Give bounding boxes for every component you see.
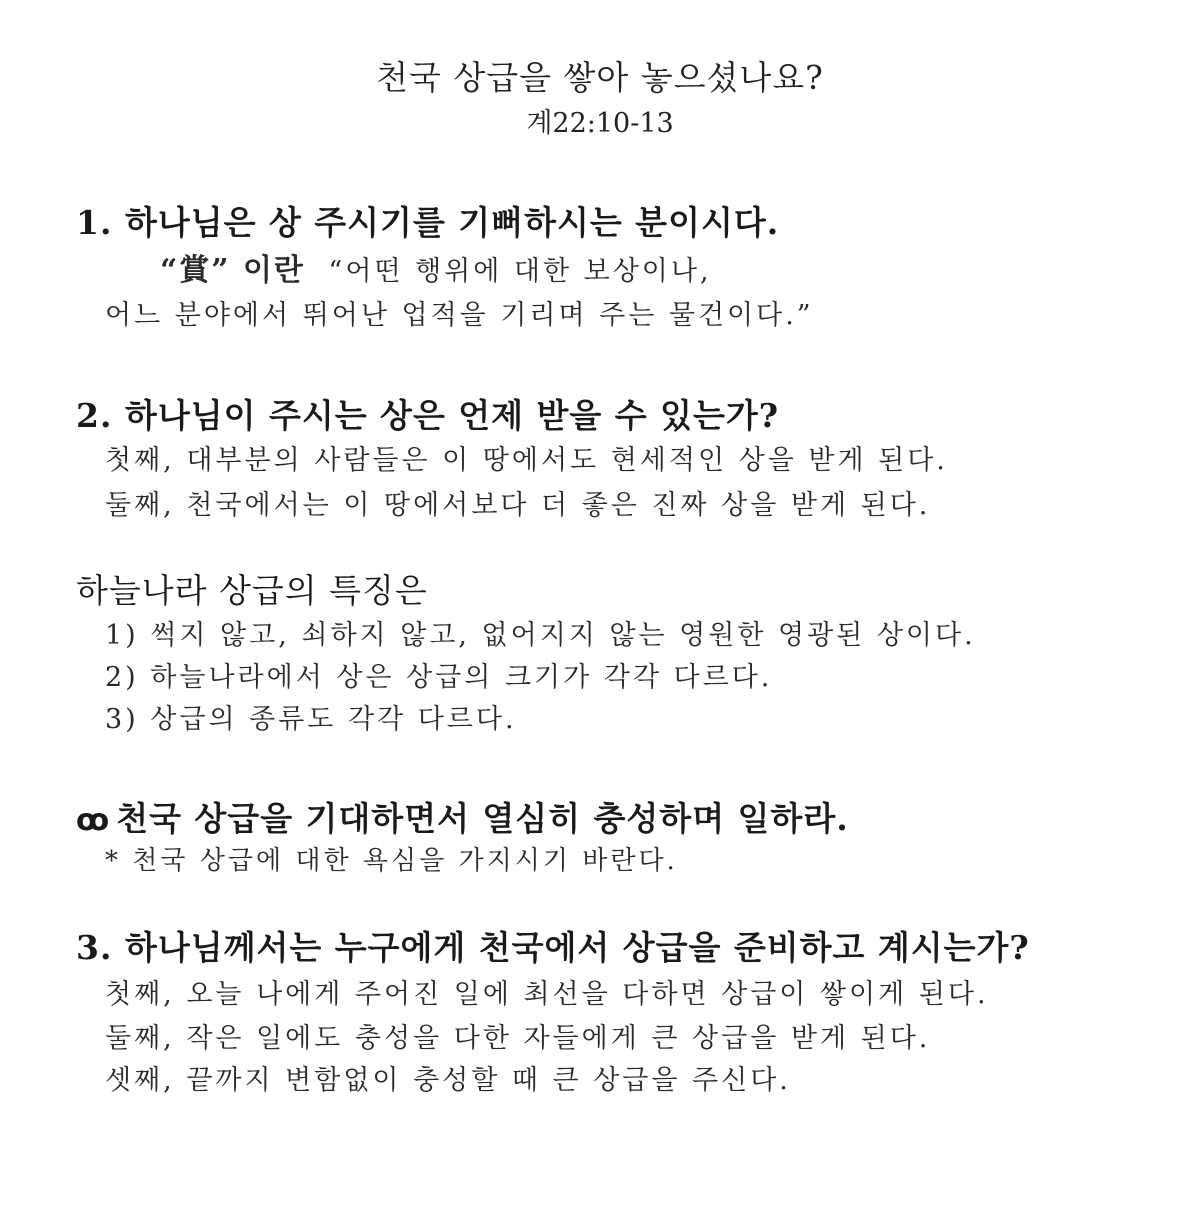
note-mark-icon: ꝏ — [76, 803, 111, 838]
feature-item: 1) 썩지 않고, 쇠하지 않고, 없어지지 않는 영원한 영광된 상이다. — [105, 620, 976, 651]
feature-item: 3) 상급의 종류도 각각 다르다. — [105, 704, 517, 735]
section1-heading: 1. 하나님은 상 주시기를 기뻐하시는 분이시다. — [76, 203, 780, 242]
section3-line: 둘째, 작은 일에도 충성을 다한 자들에게 큰 상급을 받게 된다. — [105, 1023, 931, 1054]
section3-line: 첫째, 오늘 나에게 주어진 일에 최선을 다하면 상급이 쌓이게 된다. — [105, 979, 989, 1010]
features-heading: 하늘나라 상급의 특징은 — [76, 571, 428, 610]
definition-text-continued: 어느 분야에서 뛰어난 업적을 기리며 주는 물건이다.” — [105, 300, 814, 331]
section2-heading: 2. 하나님이 주시는 상은 언제 받을 수 있는가? — [76, 396, 780, 435]
section3-line: 셋째, 끝까지 변함없이 충성할 때 큰 상급을 주신다. — [105, 1065, 791, 1096]
section3-heading: 3. 하나님께서는 누구에게 천국에서 상급을 준비하고 계시는가? — [76, 928, 1030, 967]
document-title: 천국 상급을 쌓아 놓으셨나요? — [376, 58, 824, 97]
section1-definition — [160, 245, 712, 289]
feature-item: 2) 하늘나라에서 상은 상급의 크기가 각각 다르다. — [105, 662, 773, 693]
definition-term: “賞” 이란 — [160, 253, 305, 288]
section2-line: 첫째, 대부분의 사람들은 이 땅에서도 현세적인 상을 받게 된다. — [105, 445, 948, 476]
exhortation-line — [76, 793, 849, 840]
section2-line: 둘째, 천국에서는 이 땅에서보다 더 좋은 진짜 상을 받게 된다. — [105, 490, 931, 521]
exhortation-heading: 천국 상급을 기대하면서 열심히 충성하며 일하라. — [116, 799, 849, 838]
exhortation-note: * 천국 상급에 대한 욕심을 가지시기 바란다. — [105, 846, 678, 876]
definition-text: “어떤 행위에 대한 보상이나, — [328, 256, 712, 287]
scripture-reference: 계22:10-13 — [526, 108, 674, 139]
